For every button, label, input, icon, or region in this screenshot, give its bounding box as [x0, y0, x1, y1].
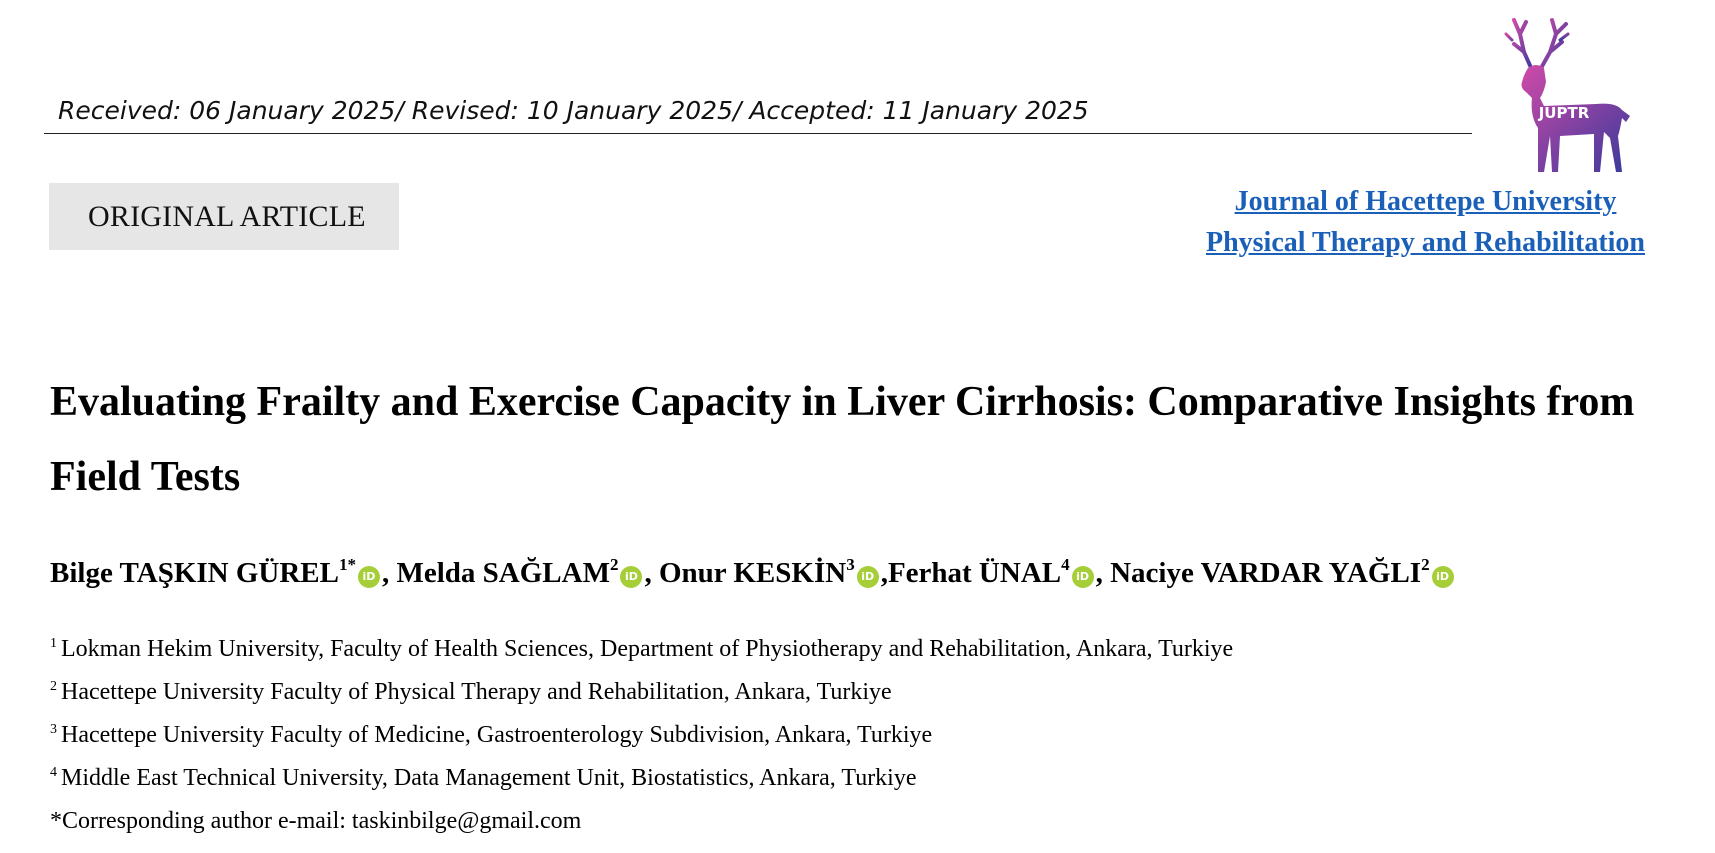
article-title: Evaluating Frailty and Exercise Capacity in Liver Cirrhosis: Comparative Insights from Field Tests [50, 379, 1635, 500]
journal-logo-deer-icon [1500, 12, 1648, 180]
submission-dates: Received: 06 January 2025/ Revised: 10 January 2025/ Accepted: 11 January 2025 [58, 96, 1089, 125]
affiliation-number: 3 [50, 722, 57, 737]
author-list [50, 553, 1456, 593]
author-separator: , [381, 557, 397, 589]
affiliation-item [50, 757, 1233, 800]
author-separator: , [880, 557, 888, 589]
affiliation-text: Middle East Technical University, Data Management Unit, Biostatistics, Ankara, Turkiye [61, 765, 917, 791]
affiliation-text: Lokman Hekim University, Faculty of Health Sciences, Department of Physiotherapy and Rehabilitation, Ankara, Turkiye [61, 636, 1234, 662]
orcid-icon[interactable]: iD [620, 566, 642, 588]
author-affiliation-marker: 2 [1421, 555, 1430, 574]
header-divider [44, 133, 1472, 134]
author-separator: , [644, 557, 659, 589]
logo-text: JUPTR [1538, 104, 1590, 122]
corresponding-author: *Corresponding author e-mail: taskinbilge@gmail.com [50, 808, 582, 834]
affiliation-item [50, 628, 1233, 671]
orcid-icon[interactable]: iD [1072, 566, 1094, 588]
affiliation-text: Hacettepe University Faculty of Physical Therapy and Rehabilitation, Ankara, Turkiye [61, 679, 892, 705]
author-name: Ferhat ÜNAL [887, 557, 1062, 589]
orcid-icon[interactable]: iD [857, 566, 879, 588]
affiliation-item [50, 671, 1233, 714]
author-affiliation-marker: 1* [338, 555, 356, 574]
article-type-badge: ORIGINAL ARTICLE [49, 183, 399, 250]
affiliation-item [50, 714, 1233, 757]
author-affiliation-marker: 2 [609, 555, 619, 574]
author-name: Onur KESKİN [658, 557, 847, 589]
orcid-icon[interactable]: iD [358, 566, 380, 588]
author-name: Melda SAĞLAM [396, 557, 610, 589]
affiliation-number: 1 [50, 636, 57, 651]
affiliation-number: 4 [50, 765, 57, 780]
affiliation-number: 2 [50, 679, 57, 694]
author-affiliation-marker: 3 [846, 555, 855, 574]
affiliation-text: Hacettepe University Faculty of Medicine, Gastroenterology Subdivision, Ankara, Turkiye [61, 722, 933, 748]
journal-link-line1[interactable]: Journal of Hacettepe University [1234, 186, 1617, 217]
author-name: Bilge TAŞKIN GÜREL [50, 557, 339, 589]
journal-link-line2[interactable]: Physical Therapy and Rehabilitation [1205, 227, 1645, 258]
author-separator: , [1095, 557, 1111, 589]
affiliation-list [50, 628, 1233, 843]
author-affiliation-marker: 4 [1061, 555, 1070, 574]
journal-name [1206, 181, 1645, 263]
orcid-icon[interactable]: iD [1432, 566, 1454, 588]
author-name: Naciye VARDAR YAĞLI [1110, 557, 1422, 589]
